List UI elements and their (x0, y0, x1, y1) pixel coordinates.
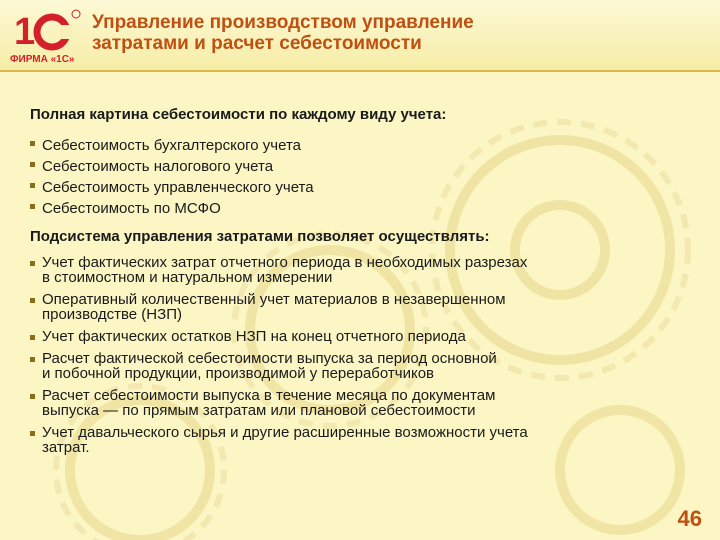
cost-types-list (30, 135, 690, 219)
slide-title (92, 12, 632, 54)
list-item: Расчет фактической себестоимости выпуска за период основной и побочной продукции, производимой у переработчиков (30, 351, 690, 381)
bullet-icon (30, 204, 35, 209)
bullet-icon (30, 335, 35, 340)
list-item: Учет давальческого сырья и другие расширенные возможности учета затрат. (30, 425, 690, 455)
list-item: Себестоимость по МСФО (30, 198, 690, 219)
bullet-icon (30, 394, 35, 399)
bullet-icon (30, 431, 35, 436)
slide-content (30, 106, 690, 462)
list-item: Учет фактических затрат отчетного периода в необходимых разрезах в стоимостном и натуральном измерении (30, 255, 690, 285)
svg-text:1: 1 (14, 11, 36, 53)
logo-brand-text: ФИРМА «1С» (10, 54, 75, 65)
bullet-icon (30, 261, 35, 266)
list-item: Себестоимость бухгалтерского учета (30, 135, 690, 156)
1c-logo (8, 6, 84, 66)
slide-header (0, 0, 720, 72)
section-heading-subsystem: Подсистема управления затратами позволяет осуществлять: (30, 228, 490, 245)
page-number: 46 (677, 506, 702, 531)
bullet-icon (30, 141, 35, 146)
subsystem-features-list (30, 255, 690, 455)
bullet-icon (30, 298, 35, 303)
section-heading-cost: Полная картина себестоимости по каждому виду учета: (30, 106, 447, 123)
list-item: Учет фактических остатков НЗП на конец отчетного периода (30, 329, 690, 344)
bullet-icon (30, 183, 35, 188)
list-item: Расчет себестоимости выпуска в течение месяца по документам выпуска — по прямым затратам или плановой себестоимости (30, 388, 690, 418)
bullet-icon (30, 162, 35, 167)
list-item: Себестоимость налогового учета (30, 156, 690, 177)
bullet-icon (30, 357, 35, 362)
list-item: Себестоимость управленческого учета (30, 177, 690, 198)
slide-title-line2: затратами и расчет себестоимости (92, 33, 422, 54)
list-item: Оперативный количественный учет материалов в незавершенном производстве (НЗП) (30, 292, 690, 322)
slide-title-line1: Управление производством управление (92, 12, 474, 33)
